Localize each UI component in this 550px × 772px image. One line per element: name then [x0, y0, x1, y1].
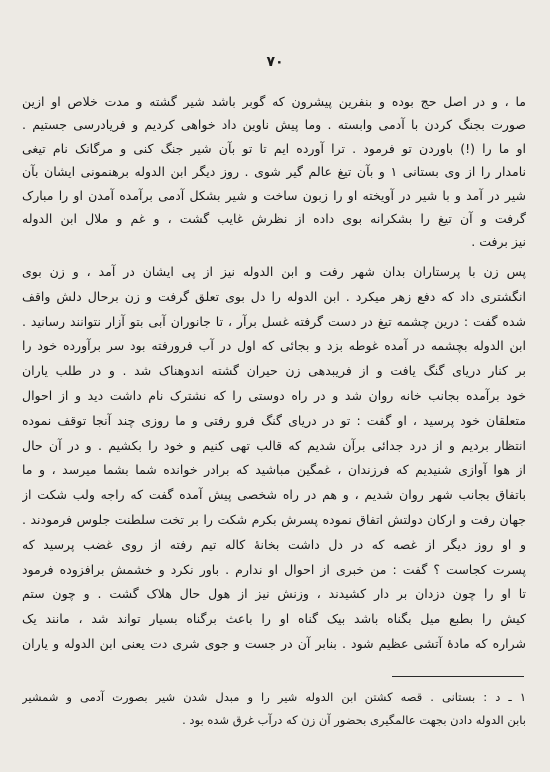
text-line: پس زن با پرستاران بدان شهر رفت و ابن الدوله نیز از پی ایشان در آمد ، و زن بوی [22, 264, 526, 279]
text-line: گرفت و آن تیغ را بشکرانه بوی داده از نظرش غایب گشت ، و غم و ملال ابن الدوله [22, 210, 526, 226]
footnote [22, 686, 526, 732]
text-line: خود برآمده بجانب خانه روان شد و در راه دوستی را که نشترک نام داشت دید و از احوال [22, 387, 526, 403]
footnote-line: بابن الدوله دادن بجهت عالمگیری بحضور آن زن که درآب غرق شده بود . [182, 713, 526, 727]
text-line: ابن الدوله بچشمه در آمده غوطه بزد و بجائی که اول در آب فرورفته بود سر برآورده خود را [22, 338, 526, 354]
page-number: ۷۰ [266, 54, 284, 70]
text-line: نامدار را از وی بستانی ۱ و بآن تیغ عالم گیر شوی . روز دیگر ابن الدوله برهنمونی ایشان بآن [22, 164, 526, 180]
footnote-separator [392, 676, 524, 677]
text-line: صورت بجنگ کردن با آدمی وابسته . وما پیش ناوین داد خواهی کردیم و فریادرسی جستیم . [22, 117, 526, 133]
paragraph [22, 260, 526, 657]
text-line: شراره که مادهٔ آتشی عظیم شود . بنابر آن در جست و جوی شری دت یعنی ابن الدوله و یاران [22, 635, 526, 651]
text-line: او ما را (!) باوردن تو فرمود . ترا آورده ایم تا تو بآن شیر جنگ کنی و مرگانک نام تیغی [22, 140, 526, 156]
text-line: تا او را چون دزدان بر دار کشیدند ، وزنش نیز از هول حال هلاک گشت . و چون ستم [22, 586, 526, 602]
text-line: باتفاق بجانب شهر روان شدیم ، و هم در راه شخصی پیش آمده گفت که راجه ولب شکت از [22, 487, 526, 503]
text-line: کیش را بطبع میل بگناه باشد بیک گناه او را باعث برگناه بسیار تواند شد ، مانند یک [22, 611, 526, 627]
text-line: ما ، و در اصل حج بوده و بنفرین پیشرون که گوبر باشد شیر گشته و مدت خلاص او ازین [22, 94, 526, 109]
paragraph [22, 90, 526, 254]
text-line: شده گفت : درین چشمه تیغ در دست گرفته غسل برآر ، تا جانوران آبی بتو آزار نتوانند رسانید . [22, 313, 526, 329]
text-line: بر کنار دریای گنگ یافت و از فریبدهی زن حیران گشته اندوهناک شد . و در طلب یاران [22, 363, 526, 379]
text-line: شیر در آمد و با شیر در آویخته او را زبون ساخت و شیر بشکل آدمی برآمده آمدن او را مبارک [22, 187, 526, 203]
text-line: نیز برفت . [471, 234, 526, 250]
text-line: و او روز دیگر از غصه که در دل داشت بخانهٔ کاله تیم رفته از روی غضب پرسید که [22, 536, 526, 552]
footnote-line: ۱ ـ د : بستانی . قصه کشتن ابن الدوله شیر را و مبدل شدن شیر بصورت آدمی و شمشیر [22, 690, 526, 704]
text-line: انتظار بردیم و از درد جدائی برآن شدیم که قالب تهی کنیم و خود را بکشیم . و در آن حال [22, 437, 526, 453]
text-line: از هوا آوازی شنیدیم که فرزندان ، غمگین مباشید که برادر خوانده شما بشما میرسد ، و ما [22, 462, 526, 478]
text-line: انگشتری داد که دفع زهر میکرد . ابن الدوله را دل بوی تعلق گرفت و زن برحال دلش واقف [22, 288, 526, 304]
text-line: متعلقان خود پرسید ، او گفت : تو در دریای گنگ فرو رفتی و ما روزی چند آنجا توقف نموده [22, 412, 526, 428]
text-line: جهان رفت و ارکان دولتش اتفاق نموده پسرش بکرم شکت را بر تخت سلطنت جلوس فرمودند . [22, 511, 526, 527]
text-line: پسرت کجاست ؟ گفت : من خبری از احوال او ندارم . باور نکرد و خشمش برافزوده فرمود [22, 561, 526, 577]
